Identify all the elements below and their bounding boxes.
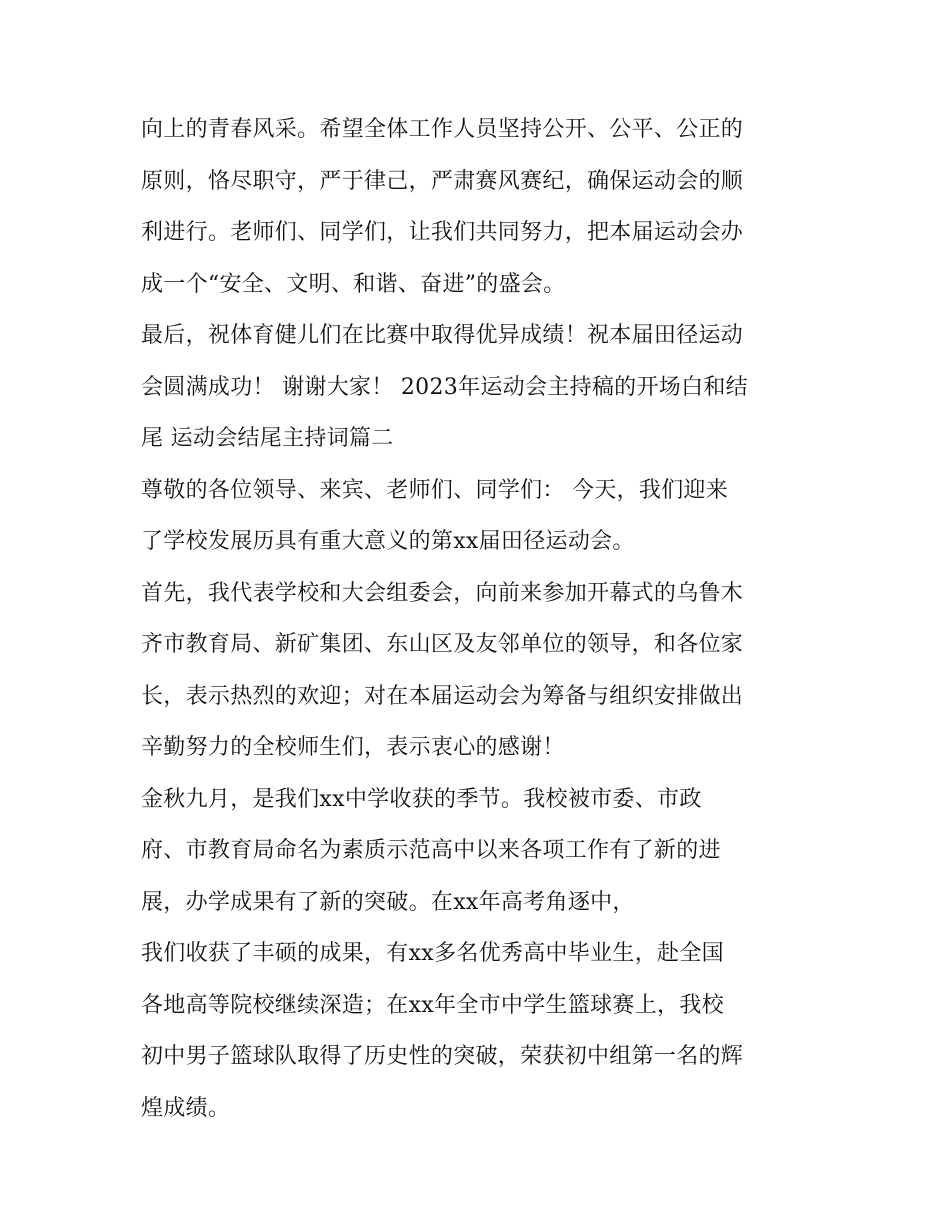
document-body bbox=[141, 104, 821, 1134]
text-line: 煌成绩。 bbox=[141, 1095, 231, 1121]
text-line: 尊敬的各位领导、来宾、老师们、同学们： 今天，我们迎来 bbox=[141, 477, 729, 503]
text-line: 会圆满成功！ 谢谢大家！ 2023年运动会主持稿的开场白和结 bbox=[141, 374, 748, 400]
text-line: 成一个“安全、文明、和谐、奋进”的盛会。 bbox=[141, 271, 566, 297]
text-line: 向上的青春风采。希望全体工作人员坚持公开、公平、公正的 bbox=[141, 117, 744, 142]
text-line: 利进行。老师们、同学们，让我们共同努力，把本届运动会办 bbox=[141, 220, 744, 245]
text-line: 原则，恪尽职守，严于律己，严肃赛风赛纪，确保运动会的顺 bbox=[141, 168, 744, 194]
text-line: 了学校发展历具有重大意义的第xx届田径运动会。 bbox=[141, 529, 635, 554]
text-line: 初中男子篮球队取得了历史性的突破，荣获初中组第一名的辉 bbox=[141, 1044, 744, 1069]
text-line: 展，办学成果有了新的突破。在xx年高考角逐中， bbox=[141, 889, 635, 915]
text-line: 各地高等院校继续深造；在xx年全市中学生篮球赛上，我校 bbox=[141, 992, 724, 1018]
text-line: 府、市教育局命名为素质示范高中以来各项工作有了新的进 bbox=[141, 838, 721, 863]
text-line: 金秋九月，是我们xx中学收获的季节。我校被市委、市政 bbox=[141, 786, 702, 812]
text-line: 首先，我代表学校和大会组委会，向前来参加开幕式的乌鲁木 bbox=[141, 580, 744, 606]
text-line: 长，表示热烈的欢迎；对在本届运动会为筹备与组织安排做出 bbox=[141, 683, 744, 709]
text-line: 齐市教育局、新矿集团、东山区及友邻单位的领导，和各位家 bbox=[141, 632, 744, 657]
text-line: 辛勤努力的全校师生们，表示衷心的感谢！ bbox=[141, 735, 565, 760]
text-line: 我们收获了丰硕的成果，有xx多名优秀高中毕业生，赴全国 bbox=[141, 941, 724, 966]
text-line: 尾 运动会结尾主持词篇二 bbox=[141, 426, 394, 451]
text-line: 最后，祝体育健儿们在比赛中取得优异成绩！祝本届田径运动 bbox=[141, 323, 744, 348]
